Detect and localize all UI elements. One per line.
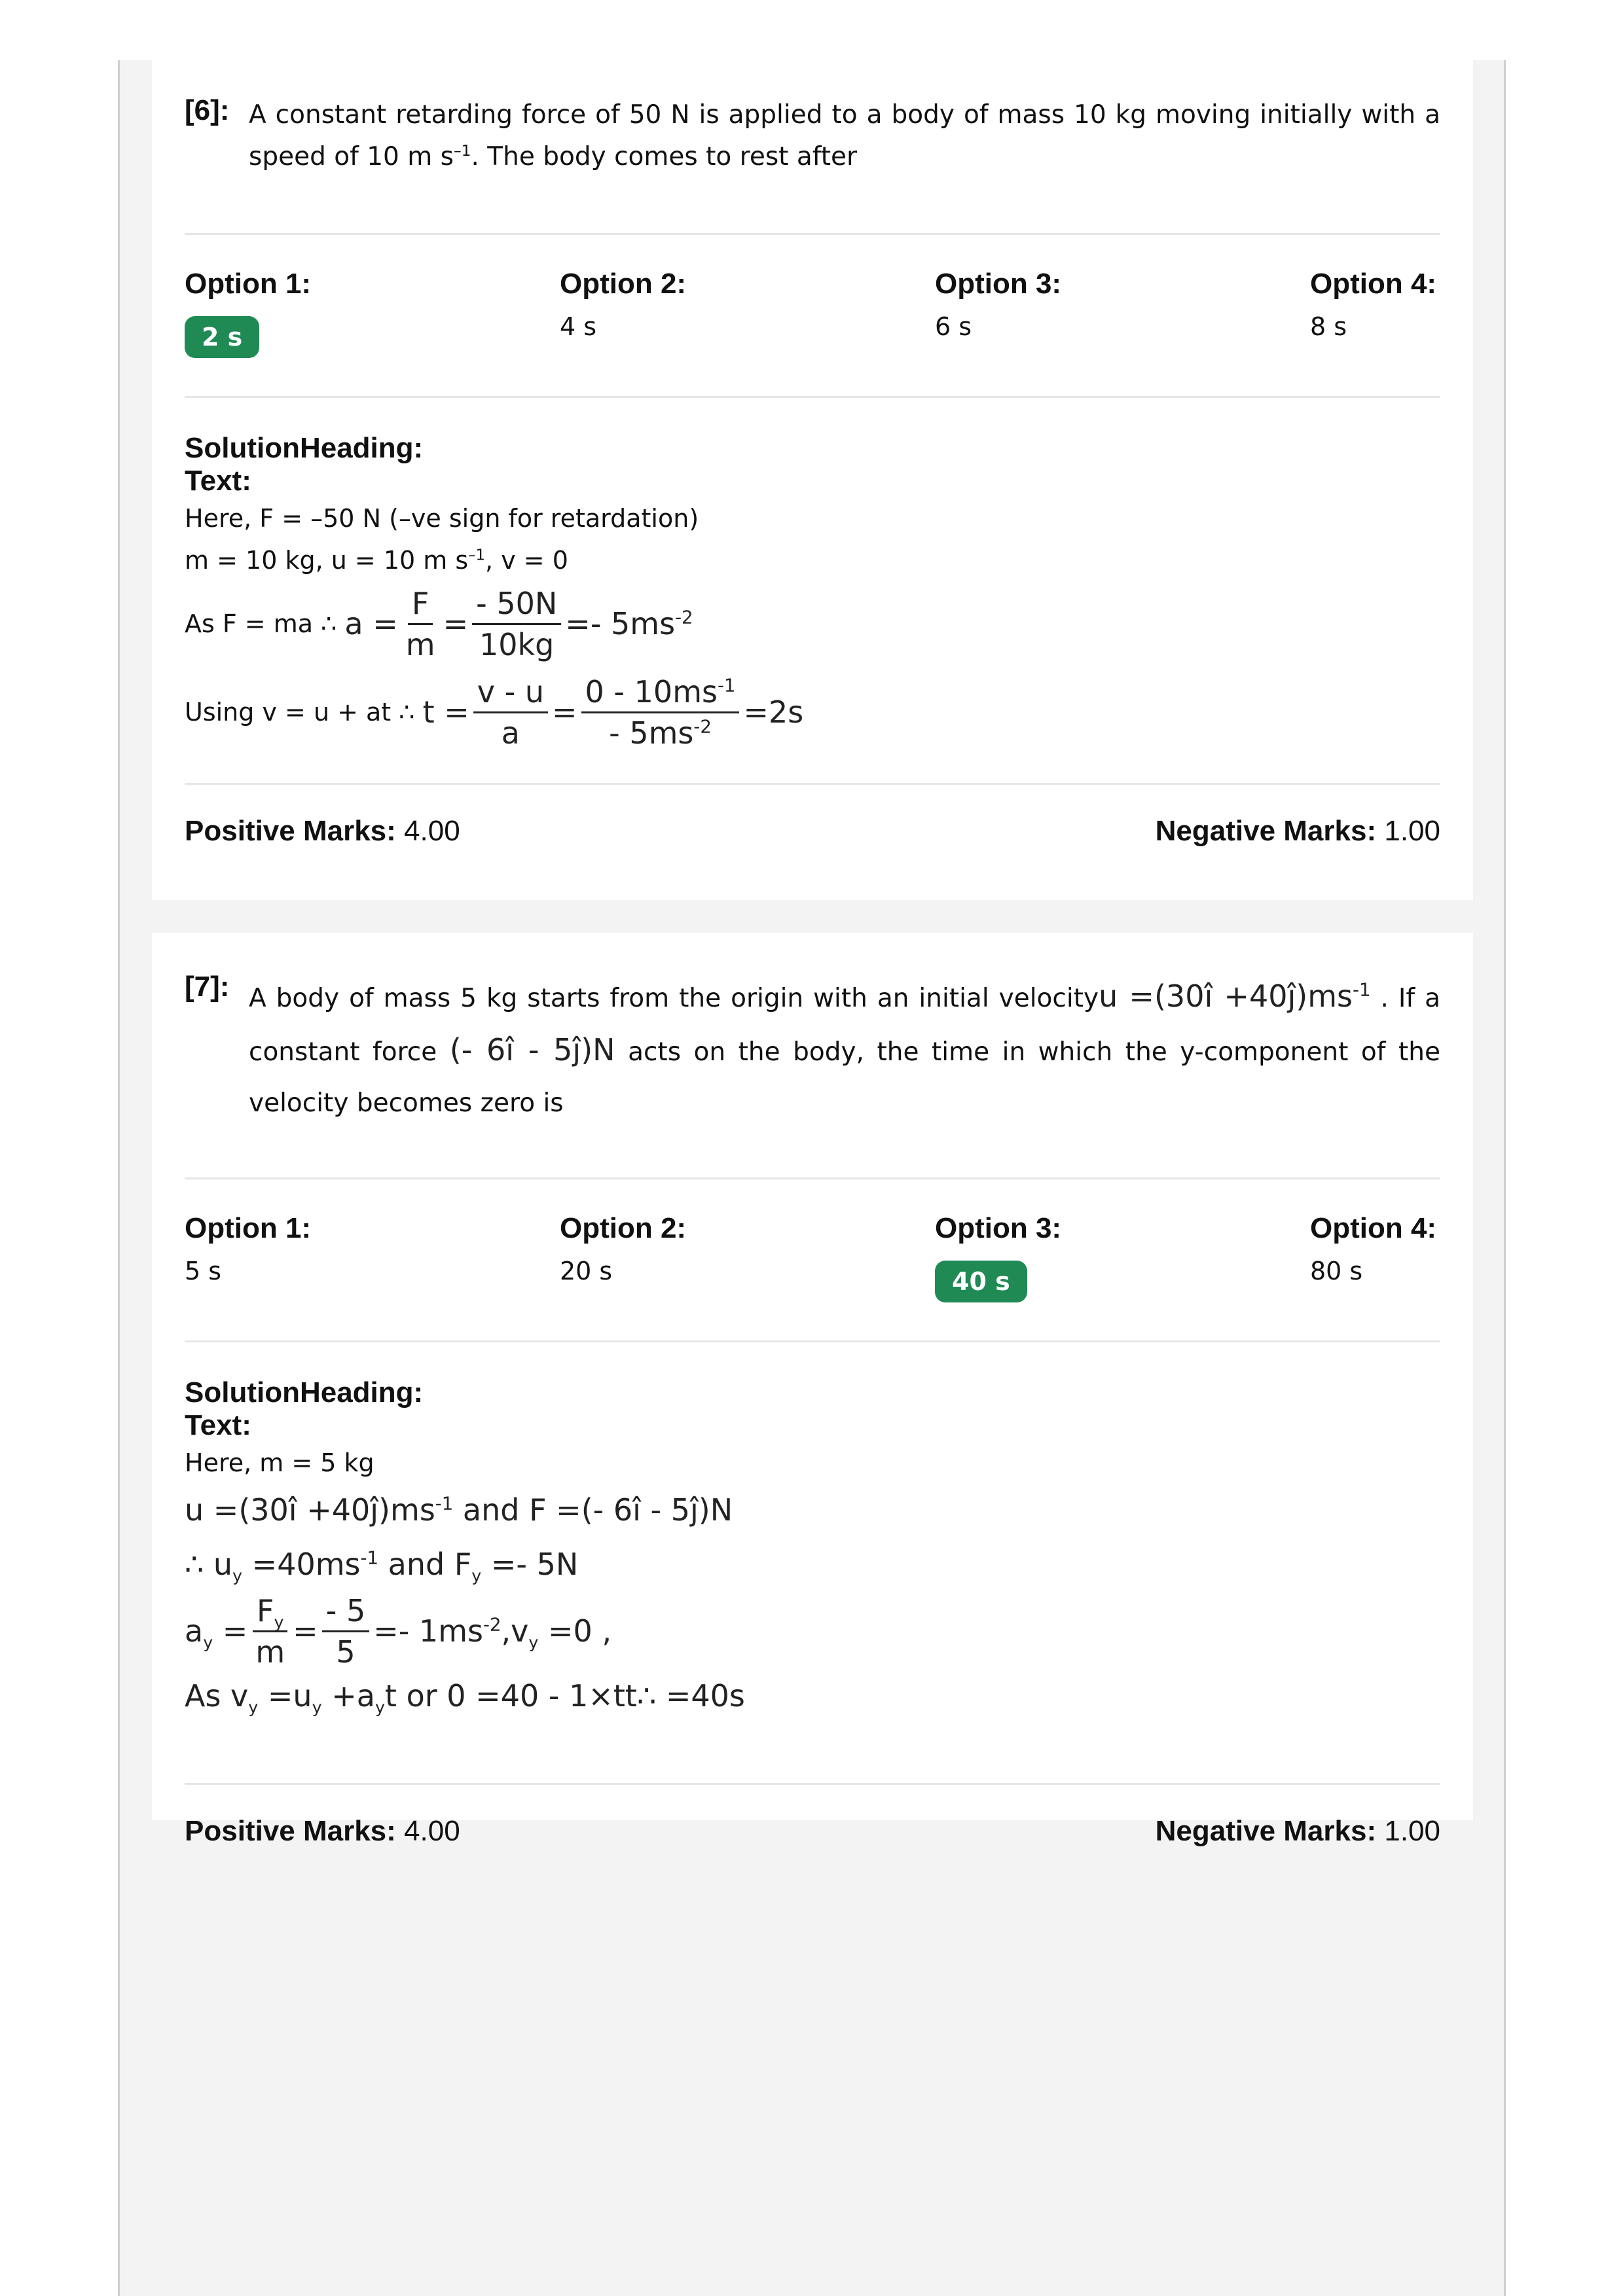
marks-row xyxy=(185,1815,1440,1848)
option-value-correct: 2 s xyxy=(185,316,259,358)
solution-text-label: Text: xyxy=(185,1409,251,1441)
question-row xyxy=(185,971,1440,1129)
option-3[interactable] xyxy=(935,268,1310,358)
positive-marks: Positive Marks: 4.00 xyxy=(185,1815,460,1847)
question-text: A body of mass 5 kg starts from the origin with an initial velocityu =(30î $+40ĵ)ms^{-1}$ . If a constant force (- 6î - 5ĵ)N acts on the body, the time in which the y-component of the velocity becomes zero is xyxy=(249,978,1440,1118)
option-1[interactable] xyxy=(185,1212,560,1302)
option-label: Option 1: xyxy=(185,1212,312,1244)
option-2[interactable] xyxy=(560,268,935,358)
option-label: Option 4: xyxy=(1310,1212,1437,1244)
question-row xyxy=(185,94,1440,178)
option-4[interactable] xyxy=(1310,1212,1440,1302)
question-text: A constant retarding force of 50 N is applied to a body of mass 10 kg moving initially with a speed of 10 m $s^{-1}$. The body comes to rest after xyxy=(249,100,1440,171)
question-number: [7]: xyxy=(185,971,230,1003)
option-value-correct: 40 s xyxy=(935,1261,1027,1302)
solution-equation: u =(30î $+40ĵ)ms^{-1}$ and F =(- 6î - 5ĵ)N xyxy=(185,1492,733,1528)
solution-heading: SolutionHeading: xyxy=(185,1376,424,1408)
option-label: Option 3: xyxy=(935,268,1062,300)
solution-equation: $a_y$ = $\frac{F_y}{m}$ = $\frac{- 5}{5}$ =- $1ms^{-2},v_y =0$ , xyxy=(185,1592,1440,1670)
option-value: 8 s xyxy=(1310,312,1347,341)
solution-line: Here, m = 5 kg xyxy=(185,1448,374,1477)
solution-text-label: Text: xyxy=(185,465,251,497)
option-value: 80 s xyxy=(1310,1257,1363,1285)
options-row xyxy=(185,268,1440,358)
solution-equation: As F = ma ∴ a = $\frac{F}{m}$ = $\frac{- 50N}{10kg}$ =- $5ms^{-2}$ xyxy=(185,581,1440,666)
positive-marks: Positive Marks: 4.00 xyxy=(185,815,460,847)
option-4[interactable] xyxy=(1310,268,1440,358)
option-value: 6 s xyxy=(935,312,972,341)
solution xyxy=(185,1376,1440,1724)
option-label: Option 2: xyxy=(560,1212,687,1244)
option-label: Option 2: xyxy=(560,268,687,300)
option-2[interactable] xyxy=(560,1212,935,1302)
option-label: Option 4: xyxy=(1310,268,1437,300)
negative-marks: Negative Marks: 1.00 xyxy=(1155,815,1440,847)
option-3[interactable] xyxy=(935,1212,1310,1302)
solution-equation: As $v_y =u_y +a_yt$ or 0 =40 - 1×tt∴ =40s xyxy=(185,1678,745,1717)
option-1[interactable] xyxy=(185,268,560,358)
question-card xyxy=(152,60,1473,900)
solution-line: Here, F = –50 N (–ve sign for retardation) xyxy=(185,504,699,533)
negative-marks: Negative Marks: 1.00 xyxy=(1155,1815,1440,1847)
options-row xyxy=(185,1212,1440,1302)
option-value: 5 s xyxy=(185,1257,222,1285)
question-card xyxy=(152,933,1473,1847)
marks-row xyxy=(185,815,1440,848)
option-value: 4 s xyxy=(560,312,597,341)
solution-equation: ∴ $u_y =40ms^{-1}$ and $F_y =- 5N$ xyxy=(185,1547,579,1586)
option-value: 20 s xyxy=(560,1257,613,1285)
solution-equation: Using v = u + at ∴ t = $\frac{v - u}{a}$ = $\frac{0 - 10ms^{-1}}{- 5ms^{-2}}$ =2s xyxy=(185,666,1440,758)
question-number: [6]: xyxy=(185,94,230,126)
solution-heading: SolutionHeading: xyxy=(185,432,424,464)
option-label: Option 1: xyxy=(185,268,312,300)
solution-line: m = 10 kg, u = 10 m $s^{-1}$, v = 0 xyxy=(185,546,568,575)
option-label: Option 3: xyxy=(935,1212,1062,1244)
solution xyxy=(185,432,1440,758)
